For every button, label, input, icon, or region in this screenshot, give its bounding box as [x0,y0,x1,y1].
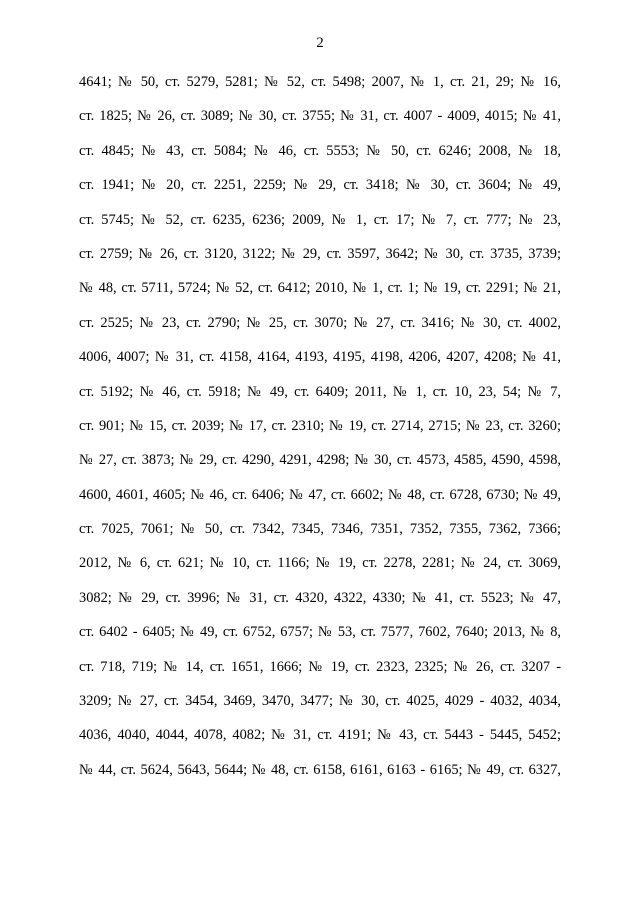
body-text [79,72,561,794]
page-number: 2 [316,35,324,51]
text-line: ст. 2525; № 23, ст. 2790; № 25, ст. 3070; № 27, ст. 3416; № 30, ст. 4002, [79,314,561,331]
text-line: ст. 1941; № 20, ст. 2251, 2259; № 29, ст. 3418; № 30, ст. 3604; № 49, [79,177,561,194]
text-line: 4036, 4040, 4044, 4078, 4082; № 31, ст. 4191; № 43, ст. 5443 - 5445, 5452; [79,727,561,744]
text-line: ст. 1825; № 26, ст. 3089; № 30, ст. 3755; № 31, ст. 4007 - 4009, 4015; № 41, [79,108,561,125]
text-line: ст. 2759; № 26, ст. 3120, 3122; № 29, ст. 3597, 3642; № 30, ст. 3735, 3739; [79,245,561,262]
text-line: № 48, ст. 5711, 5724; № 52, ст. 6412; 2010, № 1, ст. 1; № 19, ст. 2291; № 21, [79,280,561,297]
text-line: ст. 5745; № 52, ст. 6235, 6236; 2009, № 1, ст. 17; № 7, ст. 777; № 23, [79,211,561,228]
text-line: 3082; № 29, ст. 3996; № 31, ст. 4320, 4322, 4330; № 41, ст. 5523; № 47, [79,589,561,606]
text-line: 3209; № 27, ст. 3454, 3469, 3470, 3477; № 30, ст. 4025, 4029 - 4032, 4034, [79,693,561,710]
text-line: 2012, № 6, ст. 621; № 10, ст. 1166; № 19, ст. 2278, 2281; № 24, ст. 3069, [79,555,561,572]
text-line: ст. 718, 719; № 14, ст. 1651, 1666; № 19, ст. 2323, 2325; № 26, ст. 3207 - [79,658,561,675]
text-line: 4600, 4601, 4605; № 46, ст. 6406; № 47, ст. 6602; № 48, ст. 6728, 6730; № 49, [79,486,561,503]
text-line: 4006, 4007; № 31, ст. 4158, 4164, 4193, 4195, 4198, 4206, 4207, 4208; № 41, [79,349,561,366]
text-line: № 44, ст. 5624, 5643, 5644; № 48, ст. 6158, 6161, 6163 - 6165; № 49, ст. 6327, [79,761,561,778]
text-line: ст. 901; № 15, ст. 2039; № 17, ст. 2310; № 19, ст. 2714, 2715; № 23, ст. 3260; [79,417,561,434]
text-line: ст. 7025, 7061; № 50, ст. 7342, 7345, 7346, 7351, 7352, 7355, 7362, 7366; [79,521,561,538]
text-line: № 27, ст. 3873; № 29, ст. 4290, 4291, 4298; № 30, ст. 4573, 4585, 4590, 4598, [79,452,561,469]
text-line: ст. 4845; № 43, ст. 5084; № 46, ст. 5553; № 50, ст. 6246; 2008, № 18, [79,142,561,159]
text-line: 4641; № 50, ст. 5279, 5281; № 52, ст. 5498; 2007, № 1, ст. 21, 29; № 16, [79,74,561,90]
text-line: ст. 5192; № 46, ст. 5918; № 49, ст. 6409; 2011, № 1, ст. 10, 23, 54; № 7, [79,383,561,400]
text-line: ст. 6402 - 6405; № 49, ст. 6752, 6757; № 53, ст. 7577, 7602, 7640; 2013, № 8, [79,624,561,641]
